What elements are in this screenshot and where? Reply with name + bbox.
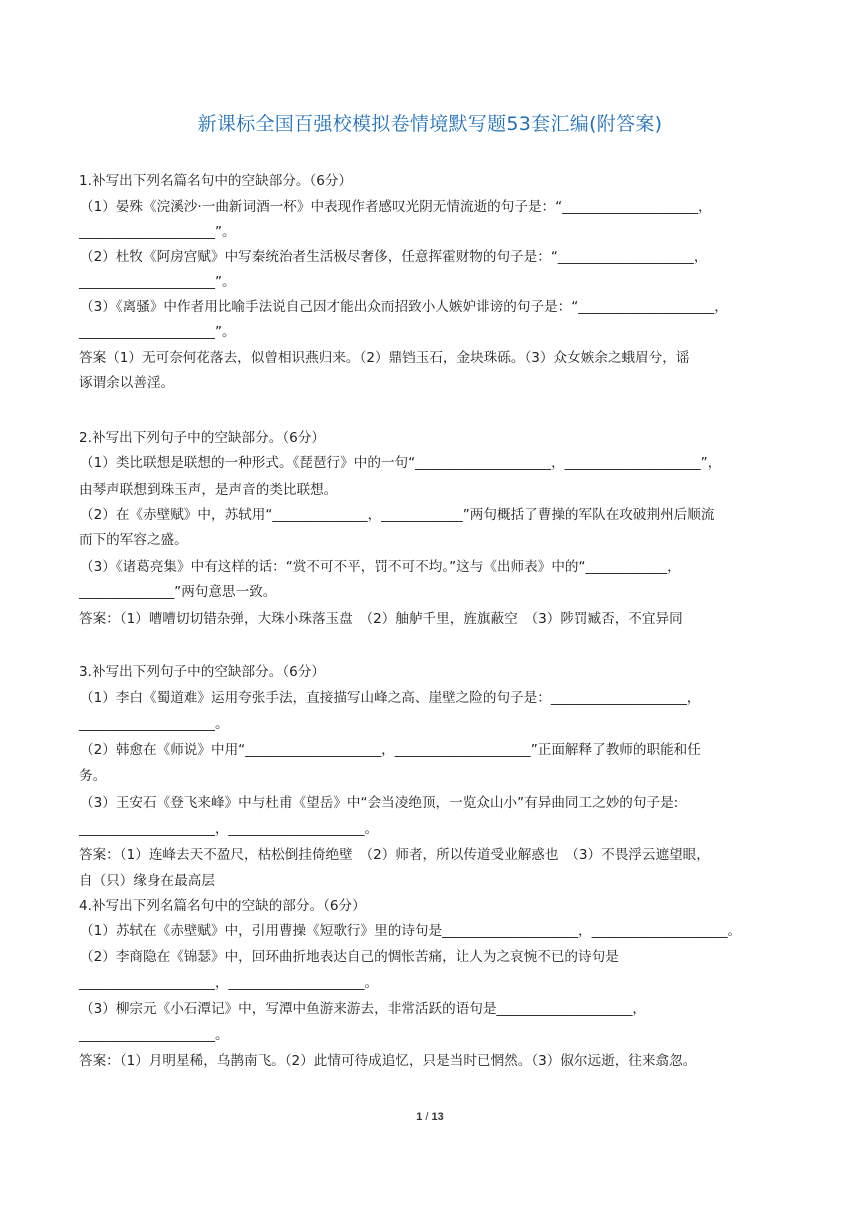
page-separator: / <box>422 1111 432 1123</box>
question-1-item-2: （2）杜牧《阿房宫赋》中写秦统治者生活极尽奢侈，任意挥霍财物的句子是：“____________________， <box>80 249 708 265</box>
question-1-item-2-cont: ____________________”。 <box>79 274 236 290</box>
question-1-item-1-cont: ____________________”。 <box>79 224 236 240</box>
question-2-item-2-cont: 而下的军容之盛。 <box>79 532 188 548</box>
question-2-item-1-cont: 由琴声联想到珠玉声，是声音的类比联想。 <box>79 482 338 498</box>
question-2-item-3: （3）《诸葛亮集》中有这样的话：“赏不可不平，罚不可不均。”这与《出师表》中的“____________， <box>80 559 681 575</box>
answer-1-cont: 诼谓余以善淫。 <box>79 375 175 391</box>
question-1-item-1: （1）晏殊《浣溪沙·一曲新词酒一杯》中表现作者感叹光阴无情流逝的句子是：“____________________， <box>80 199 712 215</box>
question-3-item-2-cont: 务。 <box>79 768 107 784</box>
question-2-heading: 2.补写出下列句子中的空缺部分。（6分） <box>79 430 325 446</box>
question-3-item-1: （1）李白《蜀道难》运用夸张手法，直接描写山峰之高、崖壁之险的句子是：____________________， <box>80 690 701 706</box>
question-4-heading: 4.补写出下列名篇名句中的空缺的部分。（6分） <box>79 898 366 914</box>
page-current: 1 <box>416 1111 423 1123</box>
page-title: 新课标全国百强校模拟卷情境默写题53套汇编(附答案) <box>197 113 663 135</box>
question-3-heading: 3.补写出下列句子中的空缺部分。（6分） <box>79 664 325 680</box>
question-3-item-3: （3）王安石《登飞来峰》中与杜甫《望岳》中“会当凌绝顶，一览众山小”有异曲同工之妙的句子是: <box>80 795 679 811</box>
question-2-item-3-cont: ______________”两句意思一致。 <box>79 584 277 600</box>
answer-3-cont: 自（只）缘身在最高层 <box>79 873 215 889</box>
question-3-item-3-cont: ____________________，____________________。 <box>79 821 379 837</box>
question-4-item-3: （3）柳宗元《小石潭记》中，写潭中鱼游来游去，非常活跃的语句是____________________， <box>80 1001 646 1017</box>
question-4-item-1: （1）苏轼在《赤壁赋》中，引用曹操《短歌行》里的诗句是____________________，____________________。 <box>80 923 742 939</box>
answer-3: 答案：（1）连峰去天不盈尺，枯松倒挂倚绝壁 （2）师者，所以传道受业解惑也 （3）不畏浮云遮望眼， <box>79 847 710 863</box>
question-2-item-2: （2）在《赤壁赋》中，苏轼用“______________，____________”两句概括了曹操的军队在攻破荆州后顺流 <box>80 507 715 523</box>
answer-1: 答案（1）无可奈何花落去，似曾相识燕归来。（2）鼎铛玉石，金块珠砾。（3）众女嫉余之蛾眉兮，谣 <box>79 350 690 366</box>
answer-2: 答案：（1）嘈嘈切切错杂弹，大珠小珠落玉盘 （2）舳舻千里，旌旗蔽空 （3）陟罚臧否，不宜异同 <box>79 611 683 627</box>
question-2-item-1: （1）类比联想是联想的一种形式。《琵琶行》中的一句“____________________，____________________”， <box>80 455 722 471</box>
question-3-item-1-cont: ____________________。 <box>79 716 229 732</box>
answer-4: 答案：（1）月明星稀，乌鹊南飞。（2）此情可待成追忆，只是当时已惘然。（3）俶尔远逝，往来翕忽。 <box>79 1053 697 1069</box>
page-number <box>0 1111 860 1123</box>
question-1-item-3: （3）《离骚》中作者用比喻手法说自己因才能出众而招致小人嫉妒诽谤的句子是：“____________________， <box>80 299 728 315</box>
question-1-item-3-cont: ____________________”。 <box>79 324 236 340</box>
question-1-heading: 1.补写出下列名篇名句中的空缺部分。（6分） <box>79 173 353 189</box>
page-total: 13 <box>431 1111 444 1123</box>
question-4-item-2: （2）李商隐在《锦瑟》中，回环曲折地表达自己的惆怅苦痛，让人为之哀惋不已的诗句是 <box>80 949 619 965</box>
question-4-item-3-cont: ____________________。 <box>79 1027 229 1043</box>
question-4-item-2-cont: ____________________，____________________。 <box>79 975 379 991</box>
question-3-item-2: （2）韩愈在《师说》中用“____________________，____________________”正面解释了教师的职能和任 <box>80 742 701 758</box>
